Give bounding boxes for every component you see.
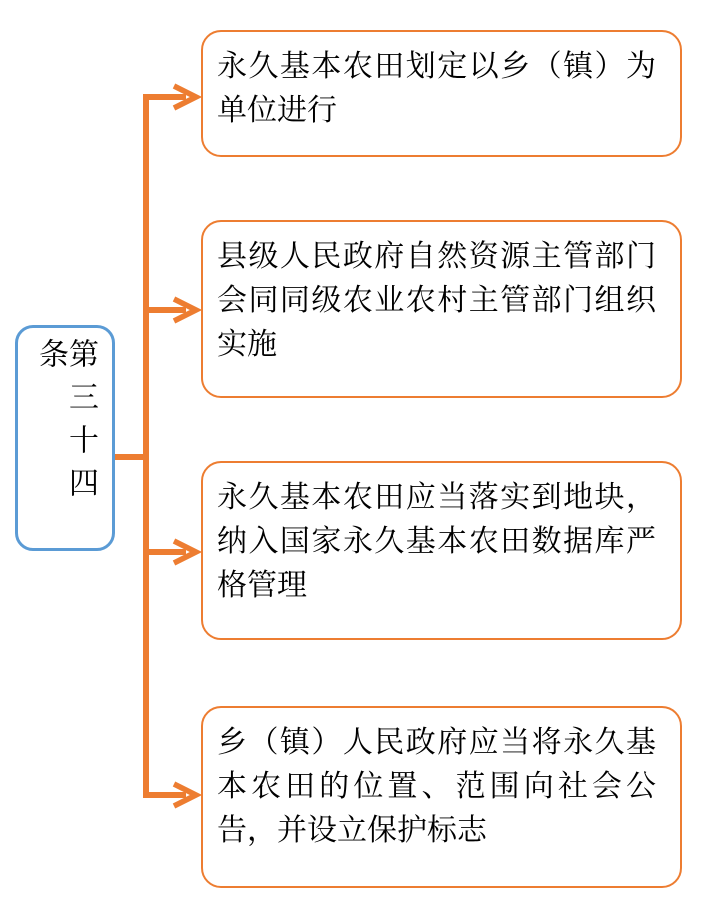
branch-box-2: [201, 220, 682, 398]
branch-box-1-text: 永久基本农田划定以乡（镇）为单位进行: [217, 49, 656, 128]
branch-box-1: [201, 30, 682, 157]
branch-box-4: [201, 706, 682, 888]
article-node: [15, 325, 115, 551]
branch-box-2-text: 县级人民政府自然资源主管部门会同同级农业农村主管部门组织实施: [217, 239, 656, 362]
article-node-label: 第三十四条: [33, 338, 98, 510]
branch-box-4-text: 乡（镇）人民政府应当将永久基本农田的位置、范围向社会公告，并设立保护标志: [217, 725, 656, 848]
branch-box-3: [201, 461, 682, 640]
branch-box-3-text: 永久基本农田应当落实到地块，纳入国家永久基本农田数据库严格管理: [217, 480, 656, 603]
trunk-line: [146, 97, 186, 795]
